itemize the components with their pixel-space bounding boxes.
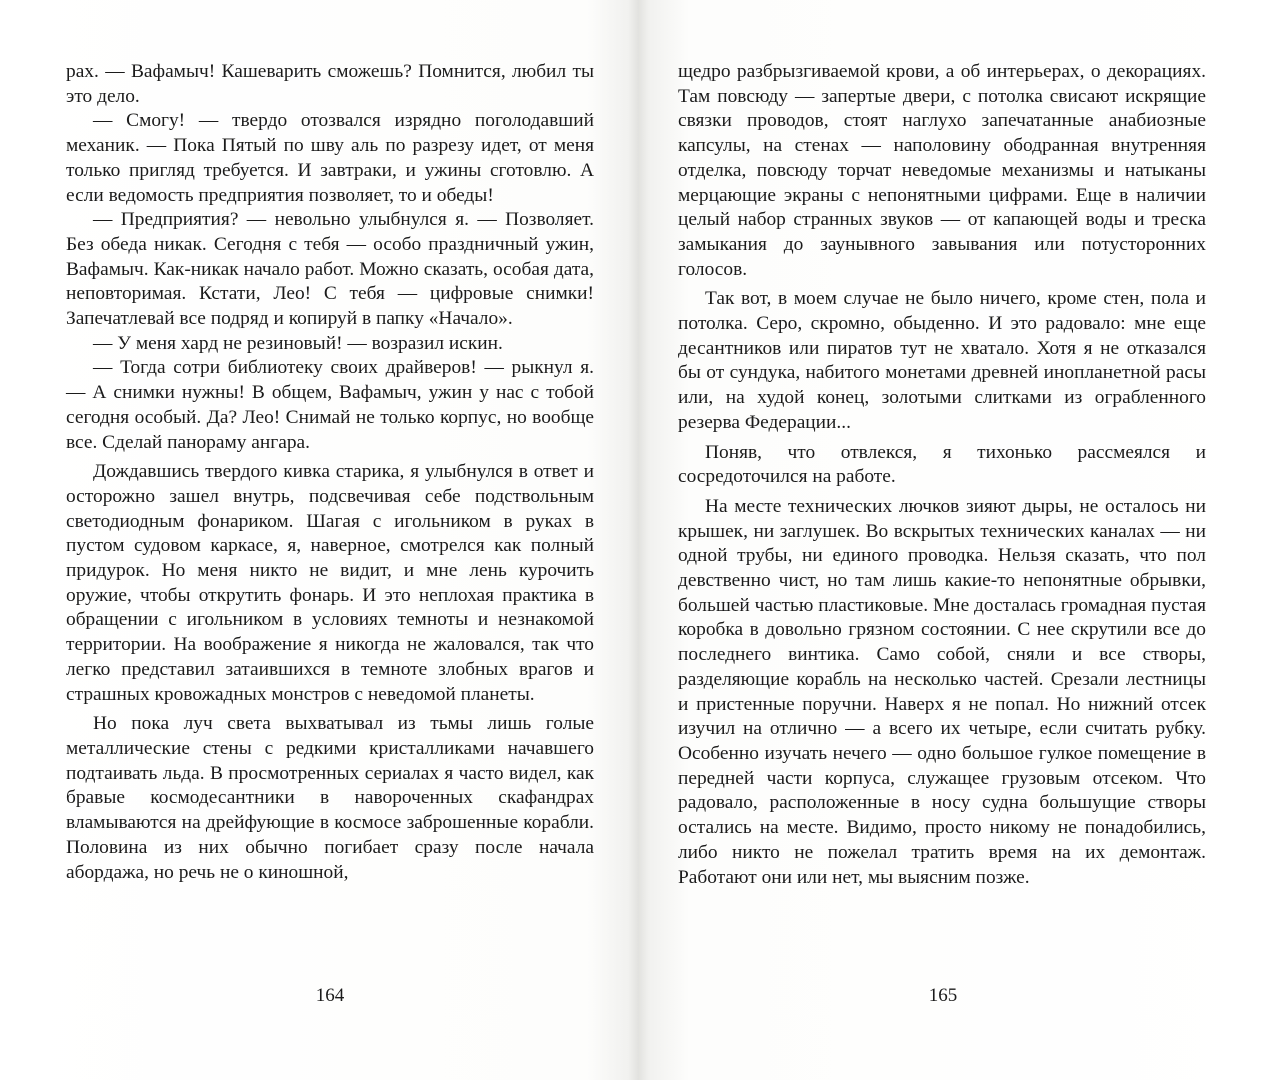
left-paragraph-7: Но пока луч света выхватывал из тьмы лишь голые металлические стены с редкими кристалликами начавшего подтаивать льда. В просмотренных сериалах я часто видел, как бравые космодесантники в навороченных скафандрах вламываются на дрейфующие в космосе заброшенные корабли. Половина из них обычно погибает сразу после начала абордажа, но речь не о киношной, [66,713,594,883]
left-page-number: 164 [315,985,345,1006]
right-paragraph-4: На месте технических лючков зияют дыры, не осталось ни крышек, ни заглушек. Во вскрытых технических каналах — ни одной трубы, ни единого проводка. Нельзя сказать, что пол девственно чист, но там лишь какие-то непонятные обрывки, большей частью пластиковые. Мне досталась громадная пустая коробка в довольно грязном состоянии. С нее скрутили все до последнего винтика. Само собой, сняли и все створы, разделяющие корабль на несколько частей. Срезали лестницы и пристенные поручни. Наверх я не попал. Но нижний отсек изучил на отлично — а всего их четыре, если считать рубку. Особенно изучать нечего — одно большое гулкое помещение в передней части корпуса, служащее грузовым отсеком. Что радовало, расположенные в носу судна большущие створы остались на месте. Видимо, просто никому не понадобились, либо никто не пожелал тратить время на их демонтаж. Работают они или нет, мы выясним позже. [678,495,1206,888]
right-page-number: 165 [928,985,958,1006]
left-paragraph-3: — Предприятия? — невольно улыбнулся я. — Позволяет. Без обеда никак. Сегодня с тебя — особо праздничный ужин, Вафамыч. Как-никак начало работ. Можно сказать, особая дата, неповторимая. Кстати, Лео! С тебя — цифровые снимки! Запечатлевай все подряд и копируй в папку «Начало». [66,209,594,330]
left-page [66,60,594,885]
right-paragraph-1: щедро разбрызгиваемой крови, а об интерьерах, о декорациях. Там повсюду — запертые двери, с потолка свисают искрящие связки проводов, стоят наглухо запечатанные анабиозные капсулы, на стенах — наполовину ободранная внутренняя отделка, повсюду торчат неведомые механизмы и натыканы мерцающие экраны с непонятными цифрами. Еще в наличии целый набор странных звуков — от капающей воды и треска замыкания до заунывного завывания или потусторонних голосов. [678,61,1206,280]
right-paragraph-3: Поняв, что отвлекся, я тихонько рассмеялся и сосредоточился на работе. [678,441,1206,488]
right-paragraph-2: Так вот, в моем случае не было ничего, кроме стен, пола и потолка. Серо, скромно, обыденно. И это радовало: мне еще десантников или пиратов тут не хватало. Хотя я не отказался бы от сундука, набитого монетами древней инопланетной расы или, на худой конец, золотыми слитками из ограбленного резерва Федерации... [678,288,1206,433]
left-paragraph-6: Дождавшись твердого кивка старика, я улыбнулся в ответ и осторожно зашел внутрь, подсвечивая себе подствольным светодиодным фонариком. Шагая с игольником в руках в пустом судовом каркасе, я, наверное, смотрелся как полный придурок. Но меня никто не видит, и мне лень курочить оружие, чтобы открутить фонарь. И это неплохая практика в обращении с игольником в условиях темноты и незнакомой территории. На воображение я никогда не жаловался, так что легко представил затаившихся в темноте злобных врагов и страшных кровожадных монстров с неведомой планеты. [66,461,594,705]
right-page [678,60,1206,890]
left-paragraph-1: рах. — Вафамыч! Кашеварить сможешь? Помнится, любил ты это дело. [66,61,594,107]
left-paragraph-5: — Тогда сотри библиотеку своих драйверов! — рыкнул я. — А снимки нужны! В общем, Вафамыч, ужин у нас с тобой сегодня особый. Да? Лео! Снимай не только корпус, но вообще все. Сделай панораму ангара. [66,357,594,453]
left-paragraph-4: — У меня хард не резиновый! — возразил искин. [93,332,503,354]
left-paragraph-2: — Смогу! — твердо отозвался изрядно поголодавший механик. — Пока Пятый по шву аль по разрезу идет, от меня только пригляд требуется. И завтраки, и ужины сготовлю. А если ведомость предприятия позволяет, то и обеды! [66,110,594,206]
